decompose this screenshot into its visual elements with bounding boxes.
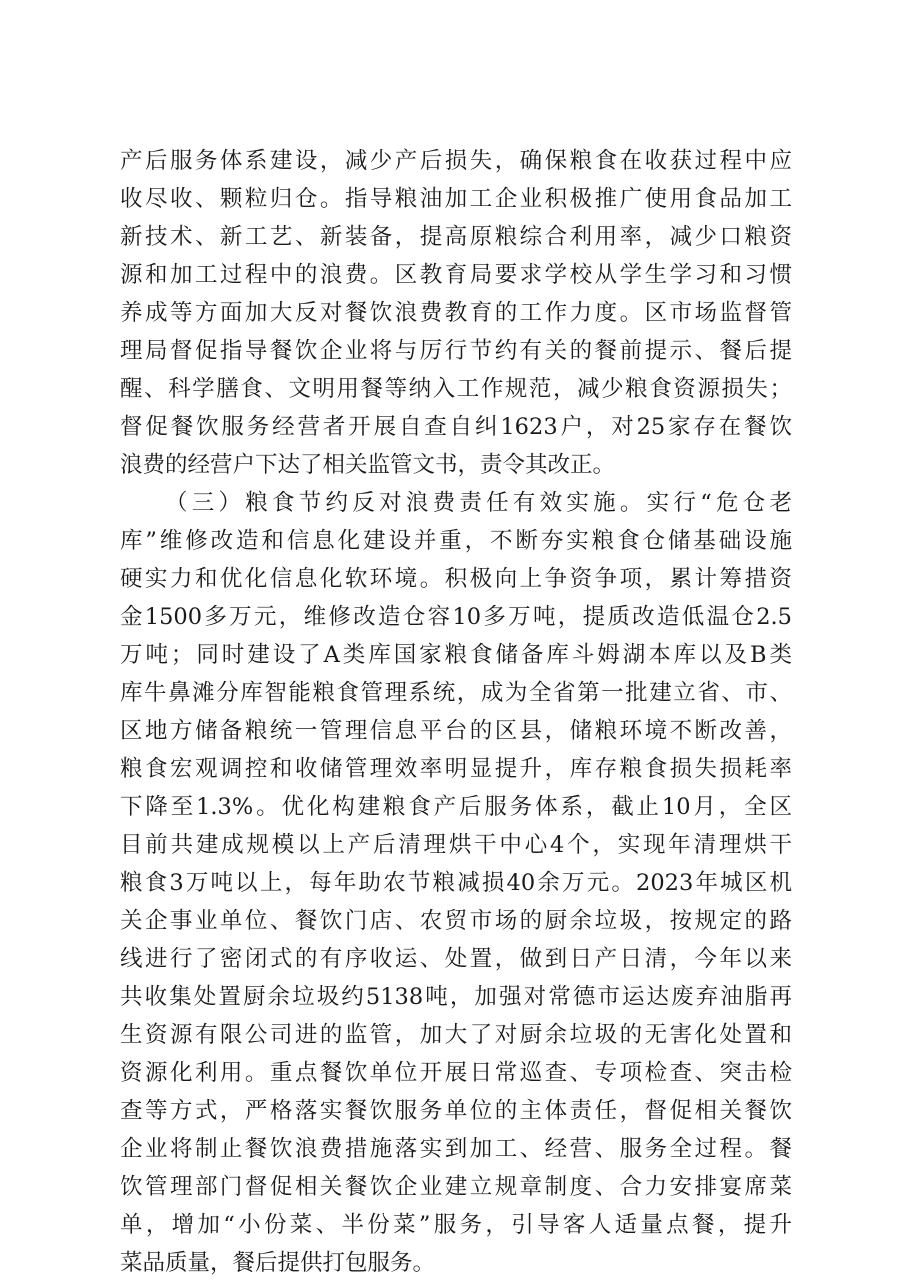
text-line: 库牛鼻滩分库智能粮食管理系统，成为全省第一批建立省、市、 xyxy=(120,680,792,706)
text-line: 金1500多万元，维修改造仓容10多万吨，提质改造低温仓2.5 xyxy=(120,604,792,630)
text-line: 浪费的经营户下达了相关监管文书，责令其改正。 xyxy=(120,452,616,478)
text-line: 督促餐饮服务经营者开展自查自纠1623户，对25家存在餐饮 xyxy=(120,414,792,440)
text-line: 粮食宏观调控和收储管理效率明显提升，库存粮食损失损耗率 xyxy=(120,756,792,782)
text-line: 生资源有限公司进的监管，加大了对厨余垃圾的无害化处置和 xyxy=(120,1022,792,1048)
text-line: 产后服务体系建设，减少产后损失，确保粮食在收获过程中应 xyxy=(120,148,792,174)
text-line: 收尽收、颗粒归仓。指导粮油加工企业积极推广使用食品加工 xyxy=(120,186,792,212)
text-line: 库”维修改造和信息化建设并重，不断夯实粮食仓储基础设施 xyxy=(120,528,792,554)
text-line: 菜品质量，餐后提供打包服务。 xyxy=(120,1250,436,1276)
text-line: 新技术、新工艺、新装备，提高原粮综合利用率，减少口粮资 xyxy=(120,224,792,250)
text-line: 区地方储备粮统一管理信息平台的区县，储粮环境不断改善， xyxy=(120,718,792,744)
text-line: 资源化利用。重点餐饮单位开展日常巡查、专项检查、突击检 xyxy=(120,1060,792,1086)
text-line: 线进行了密闭式的有序收运、处置，做到日产日清，今年以来 xyxy=(120,946,792,972)
section-heading-line: （三）粮食节约反对浪费责任有效实施。实行“危仓老 xyxy=(165,490,792,516)
text-line: 养成等方面加大反对餐饮浪费教育的工作力度。区市场监督管 xyxy=(120,300,792,326)
text-line: 饮管理部门督促相关餐饮企业建立规章制度、合力安排宴席菜 xyxy=(120,1174,792,1200)
document-body xyxy=(120,142,792,1282)
text-line: 醒、科学膳食、文明用餐等纳入工作规范，减少粮食资源损失； xyxy=(120,376,792,402)
text-line: 理局督促指导餐饮企业将与厉行节约有关的餐前提示、餐后提 xyxy=(120,338,792,364)
text-line: 源和加工过程中的浪费。区教育局要求学校从学生学习和习惯 xyxy=(120,262,792,288)
text-line: 万吨；同时建设了A类库国家粮食储备库斗姆湖本库以及B类 xyxy=(120,642,792,668)
text-line: 共收集处置厨余垃圾约5138吨，加强对常德市运达废弃油脂再 xyxy=(120,984,792,1010)
text-line: 单，增加“小份菜、半份菜”服务，引导客人适量点餐，提升 xyxy=(120,1212,792,1238)
text-line: 粮食3万吨以上，每年助农节粮减损40余万元。2023年城区机 xyxy=(120,870,792,896)
text-line: 查等方式，严格落实餐饮服务单位的主体责任，督促相关餐饮 xyxy=(120,1098,792,1124)
text-line: 下降至1.3%。优化构建粮食产后服务体系，截止10月，全区 xyxy=(120,794,792,820)
text-line: 关企事业单位、餐饮门店、农贸市场的厨余垃圾，按规定的路 xyxy=(120,908,792,934)
text-line: 企业将制止餐饮浪费措施落实到加工、经营、服务全过程。餐 xyxy=(120,1136,792,1162)
paragraph-1 xyxy=(120,142,792,484)
text-line: 目前共建成规模以上产后清理烘干中心4个，实现年清理烘干 xyxy=(120,832,792,858)
paragraph-2 xyxy=(120,484,792,1282)
text-line: 硬实力和优化信息化软环境。积极向上争资争项，累计筹措资 xyxy=(120,566,792,592)
